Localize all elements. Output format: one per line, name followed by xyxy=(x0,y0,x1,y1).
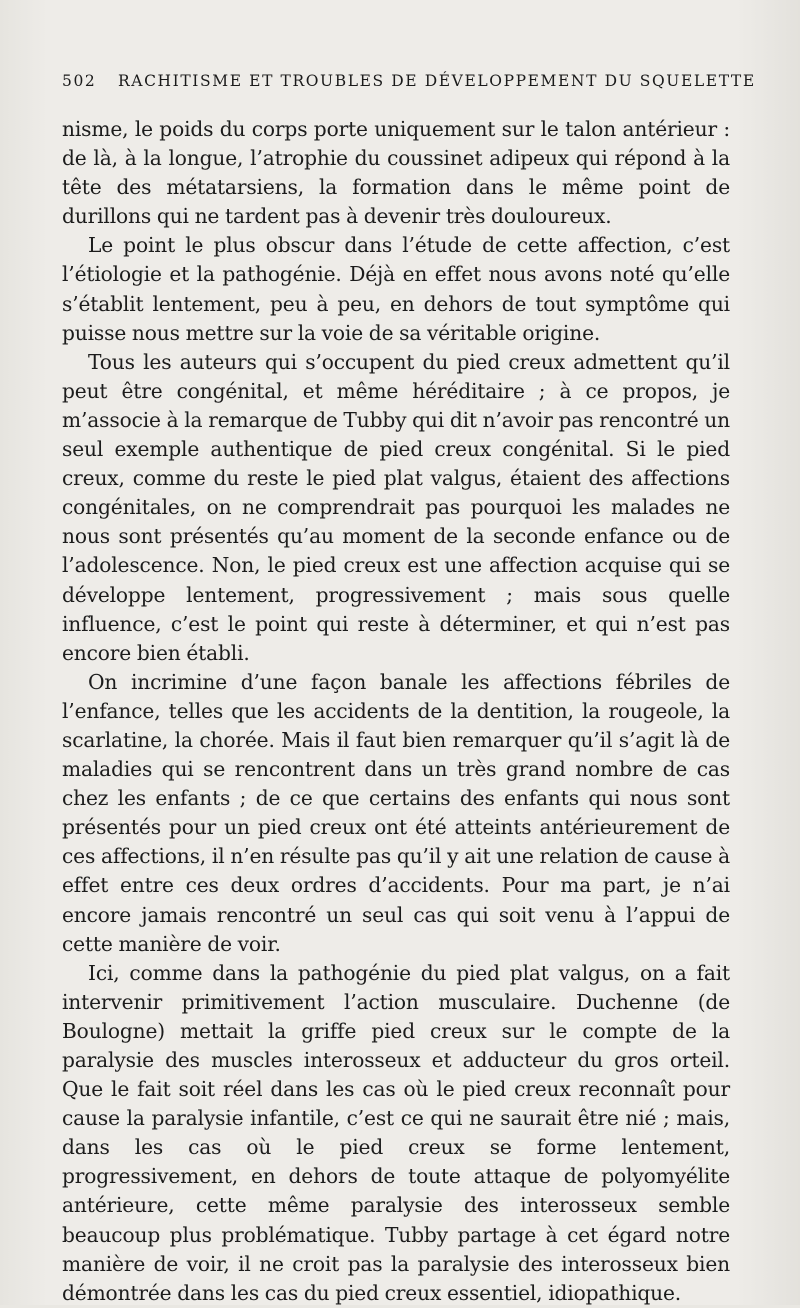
paragraph-3: Tous les auteurs qui s’occupent du pied creux admettent qu’il peut être congénital, et même héréditaire ; à ce propos, je m’associe à la remarque de Tubby qui dit n’avoir pas rencontré un seul exemple authentique de pied creux congénital. Si le pied creux, comme du reste le pied plat valgus, étaient des affections congénitales, on ne comprendrait pas pourquoi les malades ne nous sont présentés qu’au moment de la seconde enfance ou de l’adolescence. Non, le pied creux est une affection acquise qui se développe lentement, progressivement ; mais sous quelle influence, c’est le point qui reste à déterminer, et qui n’est pas encore bien établi. xyxy=(62,349,731,665)
paragraph-5: Ici, comme dans la pathogénie du pied plat valgus, on a fait intervenir primitivement l’action musculaire. Duchenne (de Boulogne) mettait la griffe pied creux sur le compte de la paralysie des muscles interosseux et adducteur du gros orteil. Que le fait soit réel dans les cas où le pied creux reconnaît pour cause la paralysie infantile, c’est ce qui ne saurait être nié ; mais, dans les cas où le pied creux se forme lentement, progressivement, en dehors de toute attaque de polyomyélite antérieure, cette même paralysie des interosseux semble beaucoup plus problématique. Tubby partage à cet égard notre manière de voir, il ne croit pas la paralysie des interosseux bien démontrée dans les cas du pied creux essentiel, idiopathique. xyxy=(62,960,730,1305)
paragraph-4: On incrimine d’une façon banale les affections fébriles de l’enfance, telles que les accidents de la dentition, la rougeole, la scarlatine, la chorée. Mais il faut bien remarquer qu’il s’agit là de maladies qui se rencontrent dans un très grand nombre de cas chez les enfants ; de ce que certains des enfants qui nous sont présentés pour un pied creux ont été atteints antérieurement de ces affections, il n’en résulte pas qu’il y ait une relation de cause à effet entre ces deux ordres d’accidents. Pour ma part, je n’ai encore jamais rencontré un seul cas qui soit venu à l’appui de cette manière de voir. xyxy=(62,669,730,956)
running-title: RACHITISME ET TROUBLES DE DÉVELOPPEMENT DU SQUELETTE xyxy=(118,72,756,90)
page-header xyxy=(62,72,756,100)
body-text xyxy=(62,115,730,1308)
paragraph-2: Le point le plus obscur dans l’étude de cette affection, c’est l’étiologie et la pathogénie. Déjà en effet nous avons noté qu’elle s’établit lentement, peu à peu, en dehors de tout symptôme qui puisse nous mettre sur la voie de sa véritable origine. xyxy=(62,233,730,345)
paragraph-1: nisme, le poids du corps porte uniquement sur le talon antérieur : de là, à la longue, l’atrophie du coussinet adipeux qui répond à la tête des métatarsiens, la formation dans le même point de durillons qui ne tardent pas à devenir très douloureux. xyxy=(62,117,730,229)
page-number: 502 xyxy=(62,72,97,90)
